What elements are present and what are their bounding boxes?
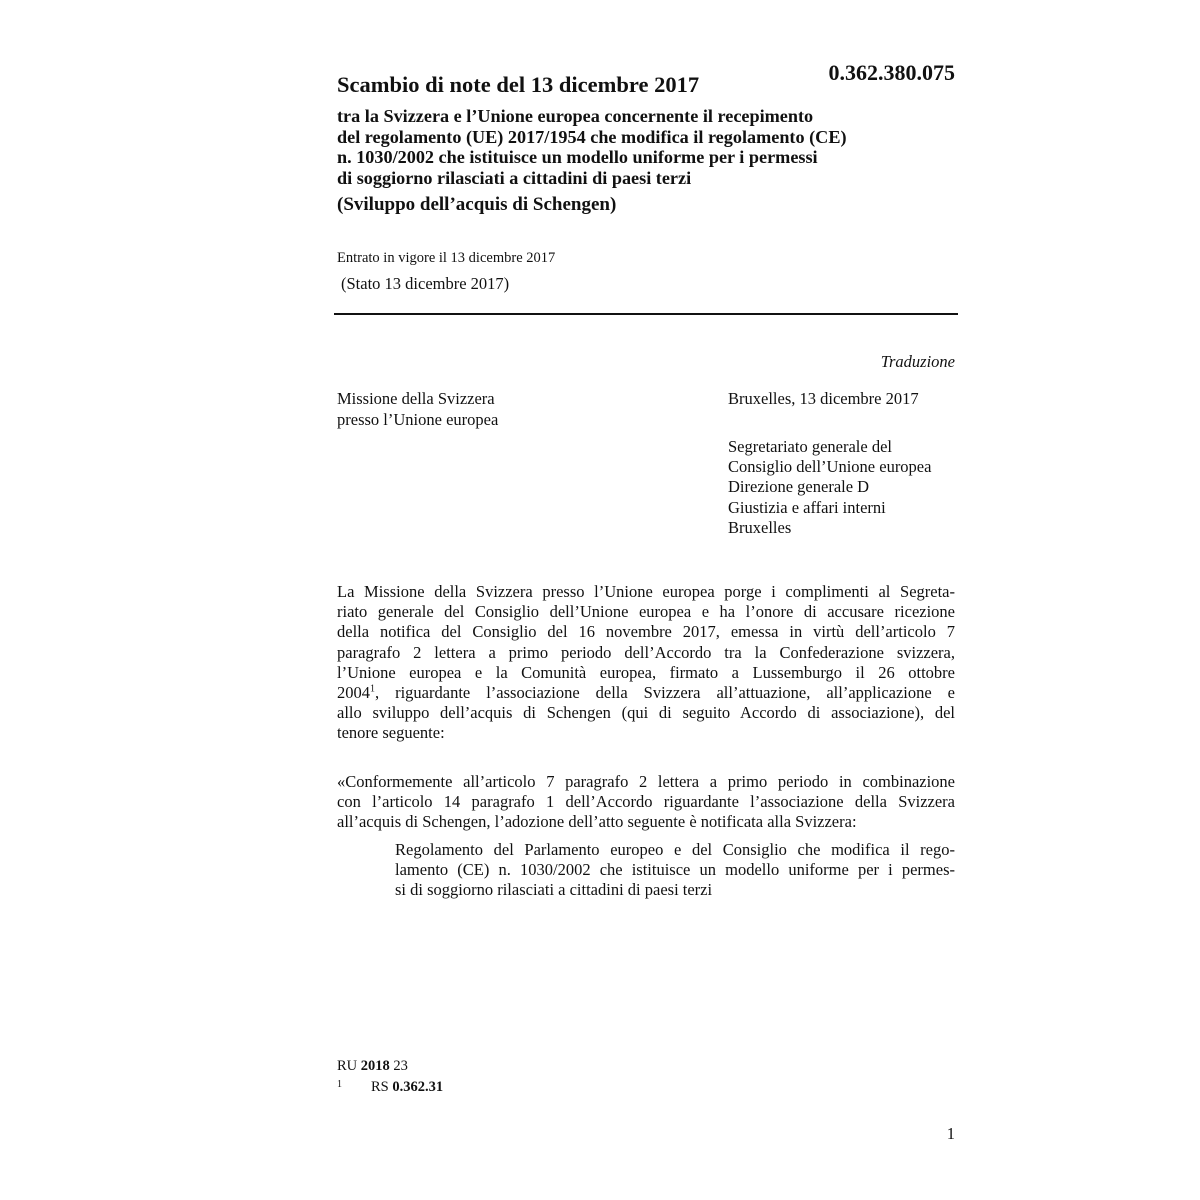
in-force-date: Entrato in vigore il 13 dicembre 2017 <box>337 250 556 266</box>
quote-line: lamento (CE) n. 1030/2002 che istituisce un modello uniforme per i permes- <box>395 860 955 880</box>
header-divider <box>334 313 958 315</box>
quote-line: si di soggiorno rilasciati a cittadini di paesi terzi <box>395 880 713 900</box>
recipient-line: Consiglio dell’Unione europea <box>728 457 932 477</box>
document-number: 0.362.380.075 <box>828 60 955 85</box>
sender-line: presso l’Unione europea <box>337 409 499 429</box>
sender-line: Missione della Svizzera <box>337 389 495 408</box>
ru-reference <box>337 1058 408 1075</box>
ru-year: 2018 <box>360 1058 390 1074</box>
paragraph-line: della notifica del Consiglio del 16 novembre 2017, emessa in virtù dell’articolo 7 <box>337 622 955 642</box>
translation-label: Traduzione <box>880 352 955 371</box>
line-text: , riguardante l’associazione della Svizzera all’attuazione, all’applicazione e <box>375 683 955 703</box>
paragraph-line: tenore seguente: <box>337 723 445 743</box>
body-paragraph <box>337 772 955 833</box>
recipient-address <box>728 437 931 538</box>
state-date: (Stato 13 dicembre 2017) <box>341 274 510 293</box>
line-text: 2004 <box>337 683 370 703</box>
subtitle-line: tra la Svizzera e l’Unione europea concernente il recepimento <box>337 106 814 126</box>
paragraph-line: paragrafo 2 lettera a primo periodo dell’Accordo tra la Confederazione svizzera, <box>337 642 955 662</box>
indented-quote <box>395 840 955 901</box>
paragraph-line: «Conformemente all’articolo 7 paragrafo 2 lettera a primo periodo in combinazione <box>337 772 955 791</box>
footnote-prefix: RS <box>371 1079 393 1095</box>
paragraph-line: all’acquis di Schengen, l’adozione dell’atto seguente è notificata alla Svizzera: <box>337 812 857 832</box>
ru-number: 23 <box>389 1058 408 1074</box>
subtitle-line: n. 1030/2002 che istituisce un modello uniforme per i permessi <box>337 147 818 167</box>
footnote <box>337 1079 443 1096</box>
subtitle-line: di soggiorno rilasciati a cittadini di paesi terzi <box>337 167 692 188</box>
paragraph-line <box>337 683 955 703</box>
page-title: Scambio di note del 13 dicembre 2017 <box>337 72 700 97</box>
paragraph-line: riato generale del Consiglio dell’Unione europea e ha l’onore di accusare ricezione <box>337 602 955 622</box>
paragraph-line: con l’articolo 14 paragrafo 1 dell’Accordo riguardante l’associazione della Svizzera <box>337 792 955 812</box>
body-paragraph <box>337 582 955 744</box>
paragraph-line: allo sviluppo dell’acquis di Schengen (qui di seguito Accordo di associazione), del <box>337 703 955 723</box>
recipient-line: Giustizia e affari interni <box>728 497 886 517</box>
footnote-mark: 1 <box>337 1079 342 1090</box>
recipient-line: Segretariato generale del <box>728 437 892 456</box>
subtitle <box>337 106 957 188</box>
recipient-line: Bruxelles <box>728 517 792 537</box>
paragraph-line: La Missione della Svizzera presso l’Unione europea porge i complimenti al Segreta- <box>337 582 955 601</box>
footnote-reference[interactable]: 1 <box>370 683 375 695</box>
schengen-note: (Sviluppo dell’acquis di Schengen) <box>337 194 617 215</box>
paragraph-line: l’Unione europea e la Comunità europea, firmato a Lussemburgo il 26 ottobre <box>337 662 955 682</box>
footnote-reference-link[interactable]: 0.362.31 <box>392 1079 444 1095</box>
place-date: Bruxelles, 13 dicembre 2017 <box>728 389 919 408</box>
subtitle-line: del regolamento (UE) 2017/1954 che modifica il regolamento (CE) <box>337 126 847 147</box>
sender-address <box>337 389 498 430</box>
recipient-line: Direzione generale D <box>728 477 870 497</box>
page-number: 1 <box>946 1124 955 1143</box>
quote-line: Regolamento del Parlamento europeo e del Consiglio che modifica il rego- <box>395 840 955 859</box>
ru-prefix: RU <box>337 1058 361 1074</box>
